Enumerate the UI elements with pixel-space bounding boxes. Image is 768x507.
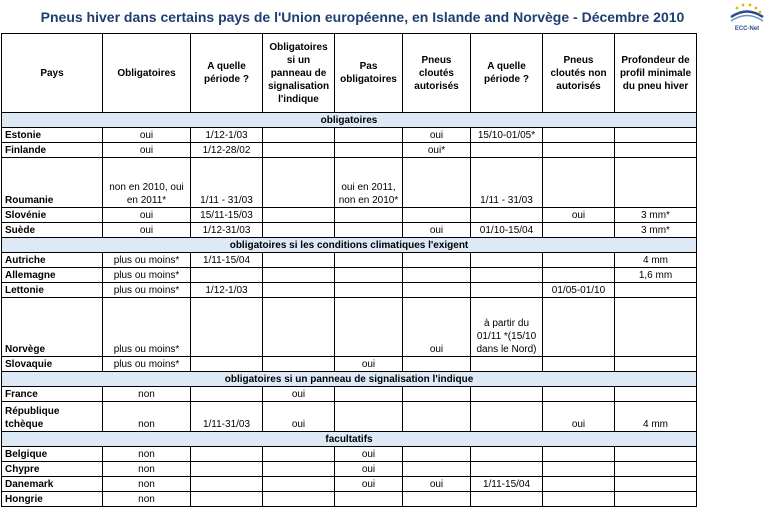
- column-header: Pays: [2, 34, 103, 113]
- section-label: obligatoires si les conditions climatiques l'exigent: [2, 238, 697, 253]
- table-cell: oui: [403, 128, 471, 143]
- table-cell: [543, 447, 615, 462]
- table-cell: [543, 387, 615, 402]
- table-cell: [335, 223, 403, 238]
- table-cell: [615, 477, 697, 492]
- table-cell: oui: [263, 387, 335, 402]
- country-cell: Estonie: [2, 128, 103, 143]
- country-cell: Slovénie: [2, 208, 103, 223]
- country-cell: Allemagne: [2, 268, 103, 283]
- table-cell: [403, 357, 471, 372]
- table-cell: [263, 492, 335, 507]
- table-row: [2, 492, 697, 507]
- table-cell: 01/05-01/10: [543, 283, 615, 298]
- table-cell: 1/11-15/04: [191, 253, 263, 268]
- table-cell: [471, 283, 543, 298]
- section-header-row: [2, 113, 697, 128]
- page-title: Pneus hiver dans certains pays de l'Union européenne, en Islande and Norvège - Décembre 2010: [40, 8, 685, 25]
- table-cell: oui: [335, 462, 403, 477]
- country-cell: France: [2, 387, 103, 402]
- table-cell: [335, 128, 403, 143]
- table-cell: [335, 283, 403, 298]
- country-cell: Hongrie: [2, 492, 103, 507]
- table-cell: [471, 143, 543, 158]
- table-cell: oui: [543, 208, 615, 223]
- table-cell: [403, 492, 471, 507]
- section-label: facultatifs: [2, 432, 697, 447]
- section-label: obligatoires: [2, 113, 697, 128]
- table-cell: oui: [103, 223, 191, 238]
- table-cell: [263, 298, 335, 357]
- table-cell: oui: [335, 477, 403, 492]
- table-cell: [191, 298, 263, 357]
- table-cell: [263, 253, 335, 268]
- table-row: [2, 208, 697, 223]
- table-row: [2, 387, 697, 402]
- table-cell: oui: [543, 402, 615, 432]
- table-cell: oui: [263, 402, 335, 432]
- table-cell: plus ou moins*: [103, 253, 191, 268]
- table-cell: [403, 283, 471, 298]
- table-cell: [403, 447, 471, 462]
- table-cell: non en 2010, oui en 2011*: [103, 158, 191, 208]
- table-cell: [543, 223, 615, 238]
- table-row: [2, 283, 697, 298]
- table-cell: [335, 298, 403, 357]
- table-cell: [403, 462, 471, 477]
- table-cell: non: [103, 402, 191, 432]
- table-cell: 4 mm: [615, 253, 697, 268]
- table-cell: 1/11 - 31/03: [191, 158, 263, 208]
- table-row: [2, 268, 697, 283]
- table-cell: oui: [103, 128, 191, 143]
- table-cell: [403, 387, 471, 402]
- header-row: [2, 34, 697, 113]
- table-row: [2, 357, 697, 372]
- table-row: [2, 447, 697, 462]
- table-cell: [615, 298, 697, 357]
- table-cell: oui: [403, 298, 471, 357]
- table-cell: [403, 158, 471, 208]
- country-cell: Finlande: [2, 143, 103, 158]
- table-row: [2, 462, 697, 477]
- table-cell: [263, 208, 335, 223]
- table-cell: [191, 477, 263, 492]
- table-cell: [191, 462, 263, 477]
- table-cell: [471, 387, 543, 402]
- table-cell: 1/12-28/02: [191, 143, 263, 158]
- table-cell: [191, 447, 263, 462]
- table-cell: [263, 283, 335, 298]
- table-cell: [471, 462, 543, 477]
- table-cell: non: [103, 447, 191, 462]
- table-cell: [263, 223, 335, 238]
- table-cell: [471, 492, 543, 507]
- table-cell: plus ou moins*: [103, 357, 191, 372]
- table-cell: [543, 158, 615, 208]
- country-cell: Lettonie: [2, 283, 103, 298]
- table-cell: [335, 143, 403, 158]
- table-cell: [191, 492, 263, 507]
- table-cell: 01/10-15/04: [471, 223, 543, 238]
- table-cell: [543, 298, 615, 357]
- column-header: Obligatoires: [103, 34, 191, 113]
- column-header: Pas obligatoires: [335, 34, 403, 113]
- table-cell: [543, 462, 615, 477]
- country-cell: Roumanie: [2, 158, 103, 208]
- table-cell: [335, 387, 403, 402]
- table-cell: [335, 268, 403, 283]
- table-cell: [543, 143, 615, 158]
- table-cell: plus ou moins*: [103, 298, 191, 357]
- table-cell: [263, 143, 335, 158]
- table-cell: [543, 477, 615, 492]
- country-cell: Suède: [2, 223, 103, 238]
- country-cell: République tchèque: [2, 402, 103, 432]
- section-header-row: [2, 432, 697, 447]
- table-cell: [263, 462, 335, 477]
- table-cell: 3 mm*: [615, 208, 697, 223]
- table-cell: [263, 447, 335, 462]
- table-row: [2, 402, 697, 432]
- table-cell: 1/12-1/03: [191, 283, 263, 298]
- table-cell: [471, 357, 543, 372]
- table-cell: 15/11-15/03: [191, 208, 263, 223]
- table-cell: 1/11-31/03: [191, 402, 263, 432]
- table-cell: [543, 268, 615, 283]
- table-cell: oui en 2011, non en 2010*: [335, 158, 403, 208]
- country-cell: Chypre: [2, 462, 103, 477]
- table-cell: oui: [335, 357, 403, 372]
- table-cell: [263, 268, 335, 283]
- table-cell: [471, 268, 543, 283]
- table-cell: [263, 357, 335, 372]
- table-cell: [471, 402, 543, 432]
- table-cell: [615, 128, 697, 143]
- table-cell: plus ou moins*: [103, 268, 191, 283]
- table-cell: oui*: [403, 143, 471, 158]
- table-cell: [335, 253, 403, 268]
- section-header-row: [2, 238, 697, 253]
- table-cell: 4 mm: [615, 402, 697, 432]
- table-cell: [403, 253, 471, 268]
- table-cell: [403, 402, 471, 432]
- table-cell: oui: [103, 143, 191, 158]
- table-cell: [471, 447, 543, 462]
- table-row: [2, 143, 697, 158]
- country-cell: Slovaquie: [2, 357, 103, 372]
- table-row: [2, 253, 697, 268]
- table-cell: non: [103, 477, 191, 492]
- table-cell: [471, 253, 543, 268]
- table-cell: 1/12-1/03: [191, 128, 263, 143]
- table-cell: 15/10-01/05*: [471, 128, 543, 143]
- table-cell: [403, 268, 471, 283]
- table-cell: 3 mm*: [615, 223, 697, 238]
- ecc-net-logo-icon: [728, 2, 766, 32]
- table-cell: plus ou moins*: [103, 283, 191, 298]
- country-cell: Norvège: [2, 298, 103, 357]
- table-row: [2, 477, 697, 492]
- column-header: A quelle période ?: [471, 34, 543, 113]
- table-cell: [615, 492, 697, 507]
- country-cell: Danemark: [2, 477, 103, 492]
- table-cell: [615, 143, 697, 158]
- column-header: A quelle période ?: [191, 34, 263, 113]
- table-cell: oui: [403, 223, 471, 238]
- table-cell: [263, 477, 335, 492]
- column-header: Pneus cloutés non autorisés: [543, 34, 615, 113]
- table-cell: oui: [335, 447, 403, 462]
- ecc-net-logo: [728, 2, 766, 32]
- table-cell: [615, 387, 697, 402]
- table-cell: [543, 128, 615, 143]
- country-cell: Autriche: [2, 253, 103, 268]
- table-row: [2, 158, 697, 208]
- table-cell: [543, 357, 615, 372]
- table-cell: [263, 128, 335, 143]
- table-cell: [615, 462, 697, 477]
- section-label: obligatoires si un panneau de signalisation l'indique: [2, 372, 697, 387]
- table-cell: [191, 268, 263, 283]
- logo-text: ECC-Net: [734, 26, 760, 32]
- table-cell: [543, 492, 615, 507]
- column-header: Profondeur de profil minimale du pneu hiver: [615, 34, 697, 113]
- table-cell: non: [103, 462, 191, 477]
- table-cell: [335, 492, 403, 507]
- table-cell: non: [103, 492, 191, 507]
- table-row: [2, 128, 697, 143]
- table-cell: à partir du 01/11 *(15/10 dans le Nord): [471, 298, 543, 357]
- table-cell: [615, 357, 697, 372]
- table-cell: [191, 387, 263, 402]
- country-cell: Belgique: [2, 447, 103, 462]
- table-cell: [615, 447, 697, 462]
- table-cell: [615, 158, 697, 208]
- table-cell: oui: [403, 477, 471, 492]
- table-body: [2, 113, 697, 507]
- table-cell: [335, 208, 403, 223]
- column-header: Pneus cloutés autorisés: [403, 34, 471, 113]
- table-cell: [403, 208, 471, 223]
- table-cell: [471, 208, 543, 223]
- table-row: [2, 298, 697, 357]
- table-cell: [263, 158, 335, 208]
- table-cell: [335, 402, 403, 432]
- table-cell: oui: [103, 208, 191, 223]
- section-header-row: [2, 372, 697, 387]
- table-cell: [543, 253, 615, 268]
- table-cell: [191, 357, 263, 372]
- table-cell: 1/12-31/03: [191, 223, 263, 238]
- table-cell: 1,6 mm: [615, 268, 697, 283]
- table-cell: 1/11 - 31/03: [471, 158, 543, 208]
- column-header: Obligatoires si un panneau de signalisation l'indique: [263, 34, 335, 113]
- table-cell: [615, 283, 697, 298]
- table-cell: non: [103, 387, 191, 402]
- table-cell: 1/11-15/04: [471, 477, 543, 492]
- winter-tyres-table: [1, 33, 697, 507]
- table-row: [2, 223, 697, 238]
